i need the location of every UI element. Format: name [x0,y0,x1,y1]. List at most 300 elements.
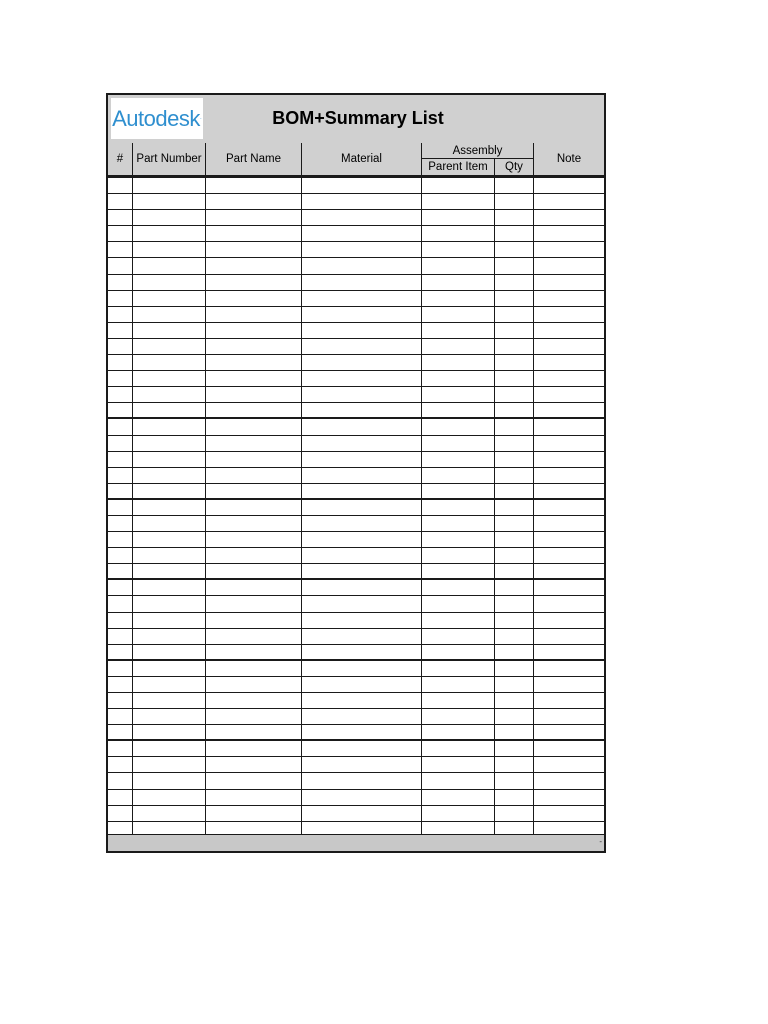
cell-part-number[interactable] [133,806,206,821]
cell-number[interactable] [108,468,133,483]
cell-qty[interactable] [495,596,534,611]
cell-number[interactable] [108,291,133,306]
cell-number[interactable] [108,419,133,434]
cell-material[interactable] [302,194,422,209]
cell-number[interactable] [108,645,133,659]
cell-parent-item[interactable] [422,436,495,451]
cell-qty[interactable] [495,500,534,515]
cell-material[interactable] [302,275,422,290]
cell-part-name[interactable] [206,275,302,290]
cell-material[interactable] [302,291,422,306]
cell-part-name[interactable] [206,484,302,498]
cell-parent-item[interactable] [422,275,495,290]
cell-qty[interactable] [495,419,534,434]
cell-part-number[interactable] [133,548,206,563]
cell-note[interactable] [534,484,604,498]
cell-qty[interactable] [495,709,534,724]
cell-parent-item[interactable] [422,596,495,611]
cell-note[interactable] [534,307,604,322]
cell-material[interactable] [302,532,422,547]
cell-note[interactable] [534,371,604,386]
cell-qty[interactable] [495,790,534,805]
cell-qty[interactable] [495,242,534,257]
cell-part-name[interactable] [206,178,302,193]
cell-qty[interactable] [495,580,534,595]
cell-number[interactable] [108,194,133,209]
cell-parent-item[interactable] [422,773,495,788]
cell-qty[interactable] [495,210,534,225]
cell-number[interactable] [108,484,133,498]
cell-material[interactable] [302,242,422,257]
cell-note[interactable] [534,773,604,788]
cell-number[interactable] [108,596,133,611]
cell-qty[interactable] [495,468,534,483]
cell-qty[interactable] [495,387,534,402]
cell-part-name[interactable] [206,725,302,739]
cell-parent-item[interactable] [422,484,495,498]
cell-part-number[interactable] [133,403,206,417]
cell-part-number[interactable] [133,242,206,257]
cell-note[interactable] [534,725,604,739]
cell-material[interactable] [302,323,422,338]
cell-qty[interactable] [495,275,534,290]
cell-part-number[interactable] [133,371,206,386]
cell-note[interactable] [534,516,604,531]
cell-parent-item[interactable] [422,725,495,739]
cell-parent-item[interactable] [422,226,495,241]
cell-material[interactable] [302,419,422,434]
cell-number[interactable] [108,613,133,628]
cell-parent-item[interactable] [422,613,495,628]
cell-part-name[interactable] [206,258,302,273]
cell-part-name[interactable] [206,564,302,578]
cell-parent-item[interactable] [422,532,495,547]
cell-part-name[interactable] [206,452,302,467]
cell-number[interactable] [108,339,133,354]
cell-number[interactable] [108,532,133,547]
cell-material[interactable] [302,436,422,451]
cell-parent-item[interactable] [422,194,495,209]
cell-number[interactable] [108,242,133,257]
cell-part-number[interactable] [133,677,206,692]
cell-part-name[interactable] [206,757,302,772]
cell-parent-item[interactable] [422,355,495,370]
cell-note[interactable] [534,500,604,515]
cell-parent-item[interactable] [422,258,495,273]
cell-parent-item[interactable] [422,387,495,402]
cell-note[interactable] [534,436,604,451]
cell-note[interactable] [534,226,604,241]
cell-part-name[interactable] [206,291,302,306]
cell-qty[interactable] [495,291,534,306]
cell-number[interactable] [108,741,133,756]
cell-parent-item[interactable] [422,661,495,676]
cell-note[interactable] [534,580,604,595]
cell-material[interactable] [302,339,422,354]
cell-material[interactable] [302,677,422,692]
cell-qty[interactable] [495,339,534,354]
cell-material[interactable] [302,580,422,595]
cell-part-name[interactable] [206,645,302,659]
cell-qty[interactable] [495,564,534,578]
cell-part-number[interactable] [133,484,206,498]
cell-material[interactable] [302,387,422,402]
cell-part-number[interactable] [133,516,206,531]
cell-number[interactable] [108,210,133,225]
cell-parent-item[interactable] [422,645,495,659]
cell-number[interactable] [108,564,133,578]
cell-material[interactable] [302,790,422,805]
cell-number[interactable] [108,677,133,692]
cell-number[interactable] [108,548,133,563]
cell-part-name[interactable] [206,387,302,402]
cell-parent-item[interactable] [422,242,495,257]
cell-material[interactable] [302,403,422,417]
cell-qty[interactable] [495,323,534,338]
cell-material[interactable] [302,564,422,578]
table-row [108,210,604,226]
cell-part-number[interactable] [133,500,206,515]
table-row [108,613,604,629]
cell-part-number[interactable] [133,210,206,225]
cell-qty[interactable] [495,806,534,821]
cell-number[interactable] [108,773,133,788]
cell-qty[interactable] [495,613,534,628]
cell-part-number[interactable] [133,564,206,578]
cell-number[interactable] [108,258,133,273]
cell-parent-item[interactable] [422,677,495,692]
cell-part-name[interactable] [206,613,302,628]
cell-note[interactable] [534,452,604,467]
cell-part-name[interactable] [206,693,302,708]
cell-parent-item[interactable] [422,709,495,724]
cell-number[interactable] [108,757,133,772]
cell-part-number[interactable] [133,387,206,402]
cell-part-number[interactable] [133,258,206,273]
cell-material[interactable] [302,371,422,386]
cell-part-name[interactable] [206,339,302,354]
cell-part-name[interactable] [206,773,302,788]
cell-material[interactable] [302,741,422,756]
cell-material[interactable] [302,226,422,241]
title-bar [108,95,604,144]
cell-qty[interactable] [495,194,534,209]
table-row [108,790,604,806]
cell-note[interactable] [534,709,604,724]
cell-number[interactable] [108,629,133,644]
cell-material[interactable] [302,516,422,531]
cell-part-number[interactable] [133,629,206,644]
cell-parent-item[interactable] [422,580,495,595]
cell-number[interactable] [108,226,133,241]
cell-number[interactable] [108,725,133,739]
table-row [108,307,604,323]
cell-part-number[interactable] [133,275,206,290]
cell-material[interactable] [302,548,422,563]
col-header-parent-item: Parent Item [422,159,495,175]
cell-qty[interactable] [495,258,534,273]
cell-parent-item[interactable] [422,339,495,354]
cell-part-number[interactable] [133,452,206,467]
cell-parent-item[interactable] [422,419,495,434]
cell-parent-item[interactable] [422,548,495,563]
table-row [108,645,604,661]
cell-qty[interactable] [495,436,534,451]
cell-material[interactable] [302,452,422,467]
cell-number[interactable] [108,371,133,386]
table-row [108,806,604,822]
table-row [108,387,604,403]
cell-qty[interactable] [495,741,534,756]
table-row [108,709,604,725]
cell-qty[interactable] [495,725,534,739]
cell-parent-item[interactable] [422,629,495,644]
cell-note[interactable] [534,757,604,772]
cell-part-name[interactable] [206,194,302,209]
cell-number[interactable] [108,790,133,805]
cell-material[interactable] [302,709,422,724]
cell-parent-item[interactable] [422,178,495,193]
cell-parent-item[interactable] [422,307,495,322]
cell-parent-item[interactable] [422,564,495,578]
cell-note[interactable] [534,629,604,644]
cell-part-name[interactable] [206,403,302,417]
cell-number[interactable] [108,323,133,338]
cell-part-name[interactable] [206,371,302,386]
cell-part-number[interactable] [133,291,206,306]
cell-note[interactable] [534,596,604,611]
cell-parent-item[interactable] [422,790,495,805]
cell-parent-item[interactable] [422,468,495,483]
table-row [108,677,604,693]
logo-text: Autodesk [112,105,200,131]
cell-qty[interactable] [495,677,534,692]
cell-note[interactable] [534,806,604,821]
cell-number[interactable] [108,178,133,193]
cell-note[interactable] [534,323,604,338]
cell-number[interactable] [108,661,133,676]
cell-qty[interactable] [495,371,534,386]
cell-number[interactable] [108,275,133,290]
col-header-material: Material [302,143,422,175]
cell-part-number[interactable] [133,436,206,451]
cell-material[interactable] [302,258,422,273]
cell-part-number[interactable] [133,773,206,788]
cell-number[interactable] [108,806,133,821]
cell-qty[interactable] [495,226,534,241]
cell-part-name[interactable] [206,226,302,241]
cell-parent-item[interactable] [422,500,495,515]
cell-parent-item[interactable] [422,291,495,306]
cell-material[interactable] [302,178,422,193]
cell-qty[interactable] [495,532,534,547]
cell-number[interactable] [108,693,133,708]
cell-material[interactable] [302,468,422,483]
cell-qty[interactable] [495,452,534,467]
cell-note[interactable] [534,645,604,659]
cell-qty[interactable] [495,403,534,417]
cell-material[interactable] [302,725,422,739]
cell-note[interactable] [534,194,604,209]
cell-part-name[interactable] [206,500,302,515]
cell-note[interactable] [534,419,604,434]
cell-part-number[interactable] [133,693,206,708]
cell-part-number[interactable] [133,596,206,611]
cell-number[interactable] [108,452,133,467]
cell-part-number[interactable] [133,757,206,772]
cell-number[interactable] [108,500,133,515]
cell-part-number[interactable] [133,725,206,739]
cell-part-number[interactable] [133,226,206,241]
cell-part-name[interactable] [206,629,302,644]
cell-number[interactable] [108,580,133,595]
cell-material[interactable] [302,307,422,322]
cell-note[interactable] [534,403,604,417]
cell-parent-item[interactable] [422,210,495,225]
cell-part-number[interactable] [133,307,206,322]
cell-part-name[interactable] [206,580,302,595]
cell-part-name[interactable] [206,709,302,724]
cell-note[interactable] [534,355,604,370]
cell-part-name[interactable] [206,806,302,821]
cell-material[interactable] [302,757,422,772]
cell-note[interactable] [534,339,604,354]
cell-note[interactable] [534,790,604,805]
cell-part-number[interactable] [133,661,206,676]
cell-material[interactable] [302,645,422,659]
cell-qty[interactable] [495,693,534,708]
table-row [108,725,604,741]
cell-material[interactable] [302,500,422,515]
cell-material[interactable] [302,355,422,370]
cell-qty[interactable] [495,661,534,676]
cell-part-name[interactable] [206,307,302,322]
cell-number[interactable] [108,516,133,531]
cell-part-number[interactable] [133,339,206,354]
cell-parent-item[interactable] [422,516,495,531]
cell-qty[interactable] [495,355,534,370]
cell-note[interactable] [534,693,604,708]
cell-part-number[interactable] [133,645,206,659]
cell-note[interactable] [534,677,604,692]
cell-part-number[interactable] [133,178,206,193]
cell-part-number[interactable] [133,323,206,338]
cell-number[interactable] [108,387,133,402]
cell-parent-item[interactable] [422,741,495,756]
table-row [108,484,604,500]
cell-qty[interactable] [495,548,534,563]
cell-part-number[interactable] [133,709,206,724]
cell-qty[interactable] [495,178,534,193]
cell-parent-item[interactable] [422,693,495,708]
table-row [108,468,604,484]
col-header-part-number: Part Number [133,143,206,175]
cell-number[interactable] [108,355,133,370]
cell-note[interactable] [534,210,604,225]
cell-note[interactable] [534,564,604,578]
cell-part-name[interactable] [206,661,302,676]
cell-parent-item[interactable] [422,806,495,821]
cell-number[interactable] [108,307,133,322]
cell-part-number[interactable] [133,468,206,483]
cell-part-name[interactable] [206,242,302,257]
cell-note[interactable] [534,291,604,306]
cell-note[interactable] [534,741,604,756]
cell-qty[interactable] [495,516,534,531]
cell-note[interactable] [534,387,604,402]
cell-part-name[interactable] [206,210,302,225]
cell-number[interactable] [108,403,133,417]
cell-part-name[interactable] [206,419,302,434]
cell-note[interactable] [534,548,604,563]
cell-note[interactable] [534,661,604,676]
cell-part-name[interactable] [206,516,302,531]
cell-part-name[interactable] [206,323,302,338]
table-row [108,661,604,677]
autodesk-logo [111,98,203,139]
cell-part-name[interactable] [206,436,302,451]
cell-note[interactable] [534,532,604,547]
cell-parent-item[interactable] [422,323,495,338]
cell-note[interactable] [534,613,604,628]
cell-material[interactable] [302,629,422,644]
cell-note[interactable] [534,178,604,193]
cell-qty[interactable] [495,484,534,498]
cell-part-number[interactable] [133,613,206,628]
cell-qty[interactable] [495,757,534,772]
cell-part-name[interactable] [206,355,302,370]
bom-table-body [108,178,604,838]
cell-part-name[interactable] [206,741,302,756]
cell-note[interactable] [534,275,604,290]
cell-material[interactable] [302,661,422,676]
cell-qty[interactable] [495,645,534,659]
cell-parent-item[interactable] [422,757,495,772]
cell-parent-item[interactable] [422,403,495,417]
cell-material[interactable] [302,596,422,611]
cell-part-name[interactable] [206,548,302,563]
cell-qty[interactable] [495,307,534,322]
cell-part-number[interactable] [133,741,206,756]
cell-number[interactable] [108,709,133,724]
cell-note[interactable] [534,258,604,273]
cell-material[interactable] [302,484,422,498]
cell-part-number[interactable] [133,790,206,805]
cell-material[interactable] [302,613,422,628]
cell-material[interactable] [302,210,422,225]
cell-part-number[interactable] [133,532,206,547]
cell-material[interactable] [302,693,422,708]
cell-part-name[interactable] [206,790,302,805]
cell-part-name[interactable] [206,468,302,483]
cell-number[interactable] [108,436,133,451]
cell-qty[interactable] [495,773,534,788]
cell-material[interactable] [302,806,422,821]
cell-note[interactable] [534,468,604,483]
cell-material[interactable] [302,773,422,788]
cell-part-name[interactable] [206,596,302,611]
cell-part-number[interactable] [133,355,206,370]
cell-part-number[interactable] [133,419,206,434]
cell-qty[interactable] [495,629,534,644]
cell-part-name[interactable] [206,677,302,692]
cell-part-name[interactable] [206,532,302,547]
cell-note[interactable] [534,242,604,257]
cell-part-number[interactable] [133,580,206,595]
cell-parent-item[interactable] [422,371,495,386]
cell-parent-item[interactable] [422,452,495,467]
cell-part-number[interactable] [133,194,206,209]
